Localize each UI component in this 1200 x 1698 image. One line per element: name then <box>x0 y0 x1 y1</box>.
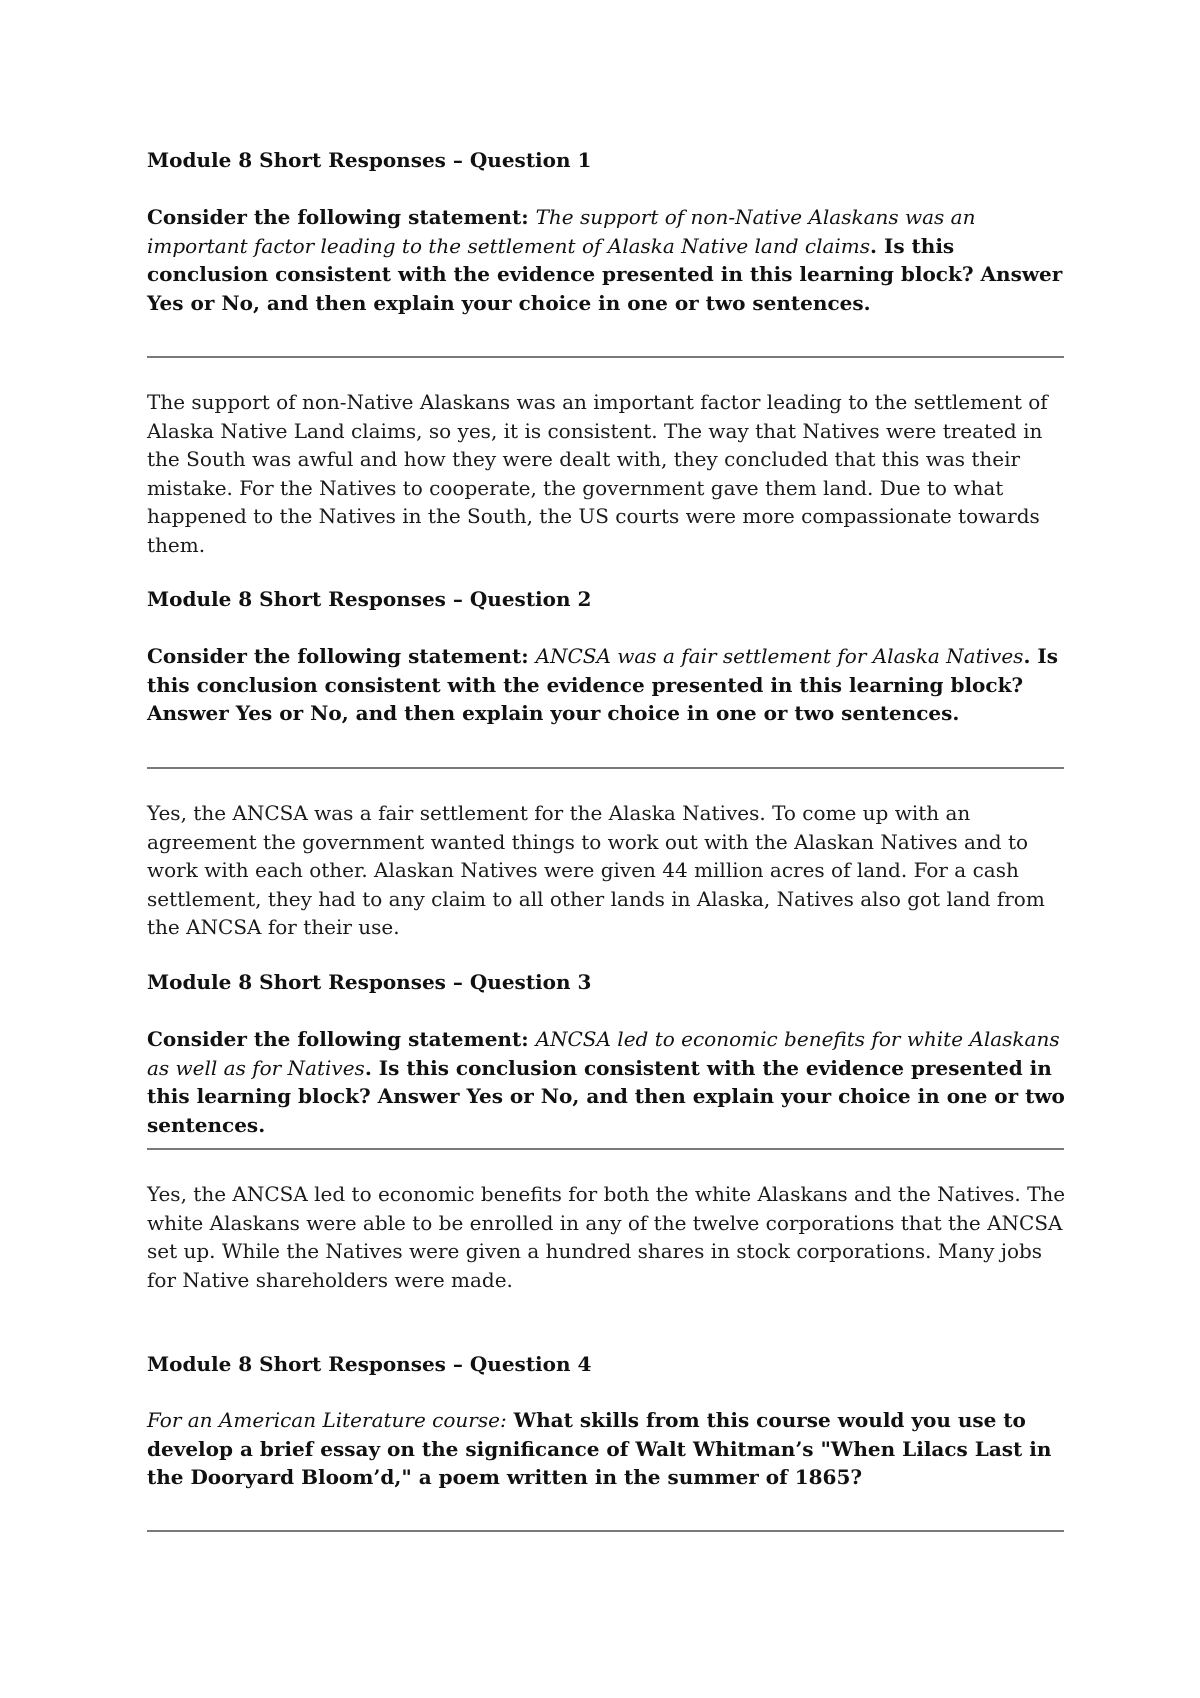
q2-divider <box>147 767 1064 769</box>
q4-divider <box>147 1530 1064 1532</box>
q2-answer: Yes, the ANCSA was a fair settlement for the Alaska Natives. To come up with an agreement the government wanted things to work out with the Alaskan Natives and to work with each other. Alaskan Natives were given 44 million acres of land. For a cash settlement, they had to any claim to all other lands in Alaska, Natives also got land from the ANCSA for their use. <box>147 801 1045 939</box>
q4-heading: Module 8 Short Responses – Question 4 <box>147 1352 592 1376</box>
q1-divider <box>147 356 1064 358</box>
q4-prompt <box>147 1406 1067 1492</box>
q3-prompt-tail: . Is this conclusion consistent with the evidence presented in this learning block? Answer Yes or No, and then explain your choice in one or two sentences. <box>147 1055 1065 1137</box>
q1-prompt-lead: Consider the following statement: <box>147 205 529 229</box>
q2-heading: Module 8 Short Responses – Question 2 <box>147 587 592 611</box>
q3-prompt-statement: ANCSA led to economic benefits for white Alaskans as well as for Natives <box>147 1027 1060 1080</box>
q1-prompt <box>147 203 1067 317</box>
q1-prompt-statement: The support of non-Native Alaskans was an important factor leading to the settlement of Alaska Native land claims <box>147 205 976 258</box>
q3-heading: Module 8 Short Responses – Question 3 <box>147 970 592 994</box>
q2-prompt-statement: ANCSA was a fair settlement for Alaska Natives <box>535 644 1024 668</box>
q2-prompt-tail: . Is this conclusion consistent with the evidence presented in this learning block? Answer Yes or No, and then explain your choice in one or two sentences. <box>147 644 1058 725</box>
q2-prompt-lead: Consider the following statement: <box>147 644 529 668</box>
q3-prompt-lead: Consider the following statement: <box>147 1027 529 1051</box>
q2-prompt <box>147 642 1067 728</box>
q1-prompt-tail: . Is this conclusion consistent with the evidence presented in this learning block? Answer Yes or No, and then explain your choice in one or two sentences. <box>147 233 1063 315</box>
q3-divider <box>147 1148 1064 1150</box>
q4-prompt-tail: What skills from this course would you use to develop a brief essay on the significance of Walt Whitman’s "When Lilacs Last in the Dooryard Bloom’d," a poem written in the summer of 1865? <box>147 1408 1052 1489</box>
q4-prompt-lead: For an American Literature course: <box>147 1408 507 1432</box>
q3-answer: Yes, the ANCSA led to economic benefits for both the white Alaskans and the Natives. The white Alaskans were able to be enrolled in any of the twelve corporations that the ANCSA set up. While the Natives were given a hundred shares in stock corporations. Many jobs for Native shareholders were made. <box>147 1182 1066 1292</box>
q1-heading: Module 8 Short Responses – Question 1 <box>147 148 592 172</box>
q3-prompt <box>147 1025 1067 1139</box>
q1-answer: The support of non-Native Alaskans was an important factor leading to the settlement of Alaska Native Land claims, so yes, it is consistent. The way that Natives were treated in the South was awful and how they were dealt with, they concluded that this was their mistake. For the Natives to cooperate, the government gave them land. Due to what happened to the Natives in the South, the US courts were more compassionate towards them. <box>147 390 1048 557</box>
